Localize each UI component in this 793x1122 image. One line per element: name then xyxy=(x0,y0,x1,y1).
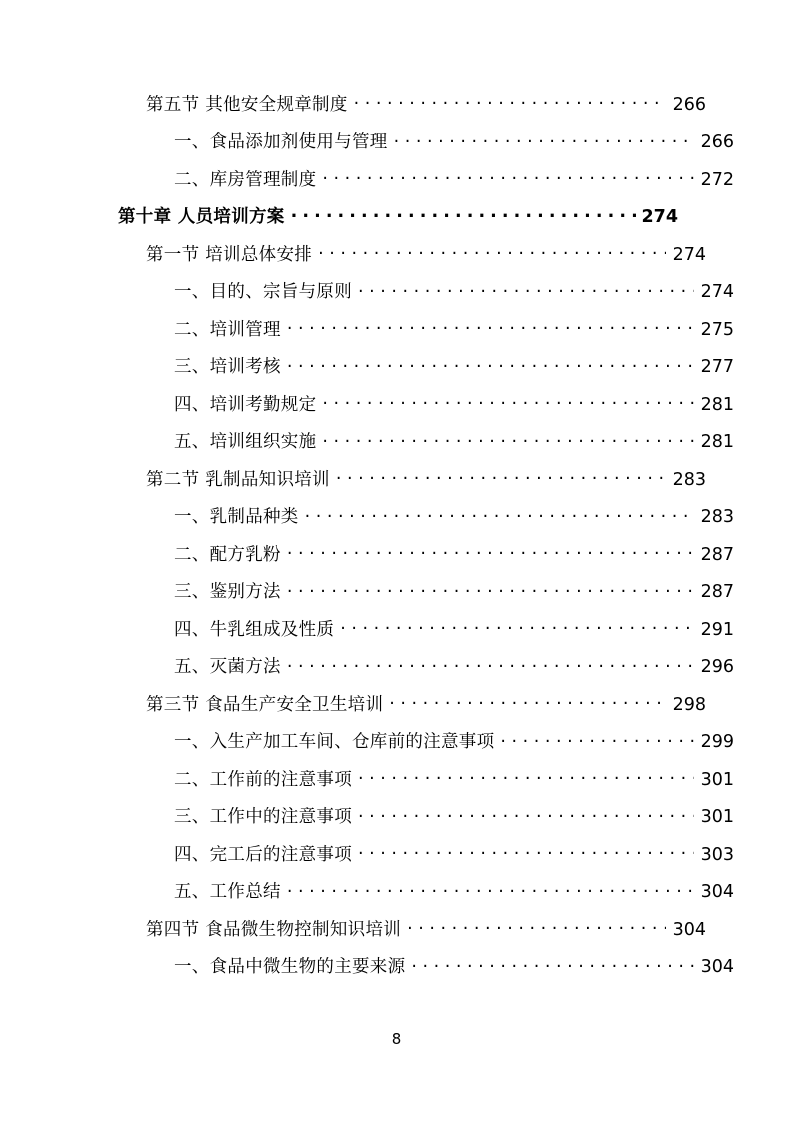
toc-entry[interactable] xyxy=(174,130,734,152)
toc-entry-page-number: 281 xyxy=(700,432,734,452)
toc-entry[interactable] xyxy=(174,430,734,452)
toc-entry[interactable] xyxy=(174,392,734,414)
toc-entry-label: 一、入生产加工车间、仓库前的注意事项 xyxy=(174,732,495,752)
toc-entry-label: 三、培训考核 xyxy=(174,357,281,377)
toc-entry-page-number: 291 xyxy=(700,619,734,640)
toc-leader-dots xyxy=(411,955,694,973)
toc-entry-page-number: 275 xyxy=(700,319,734,340)
toc-entry-label: 二、培训管理 xyxy=(174,319,281,340)
toc-leader-dots xyxy=(287,542,694,560)
toc-entry[interactable] xyxy=(174,317,734,339)
table-of-contents xyxy=(118,92,734,992)
toc-leader-dots xyxy=(358,805,694,823)
page-number: 8 xyxy=(391,1030,402,1048)
toc-entry[interactable] xyxy=(174,542,734,564)
toc-entry-label: 四、牛乳组成及性质 xyxy=(174,619,335,640)
toc-entry[interactable] xyxy=(174,955,734,977)
toc-entry-page-number: 304 xyxy=(672,919,706,940)
toc-entry-page-number: 304 xyxy=(700,882,734,902)
toc-entry-label: 一、食品添加剂使用与管理 xyxy=(174,132,388,152)
toc-leader-dots xyxy=(322,430,694,448)
toc-leader-dots xyxy=(336,467,666,485)
toc-entry[interactable] xyxy=(174,355,734,377)
toc-leader-dots xyxy=(287,580,694,598)
toc-leader-dots xyxy=(394,130,694,148)
toc-entry[interactable] xyxy=(146,467,706,489)
toc-entry-page-number: 299 xyxy=(700,732,734,752)
toc-entry[interactable] xyxy=(146,242,706,264)
toc-entry-label: 一、食品中微生物的主要来源 xyxy=(174,957,406,977)
toc-entry[interactable] xyxy=(174,767,734,789)
toc-entry-page-number: 287 xyxy=(700,544,734,565)
toc-leader-dots xyxy=(287,880,694,898)
toc-leader-dots xyxy=(389,692,666,710)
toc-entry-page-number: 272 xyxy=(700,169,734,190)
toc-entry-page-number: 301 xyxy=(700,769,734,790)
toc-leader-dots xyxy=(340,617,694,635)
toc-entry[interactable] xyxy=(174,655,734,677)
toc-leader-dots xyxy=(500,730,694,748)
toc-entry-page-number: 281 xyxy=(700,394,734,415)
toc-entry-page-number: 274 xyxy=(641,207,678,227)
toc-entry-label: 第十章 人员培训方案 xyxy=(118,207,285,227)
toc-leader-dots xyxy=(358,842,694,860)
toc-leader-dots xyxy=(318,242,666,260)
toc-entry-page-number: 283 xyxy=(700,507,734,527)
toc-entry-page-number: 277 xyxy=(700,357,734,377)
toc-entry[interactable] xyxy=(174,842,734,864)
toc-entry-label: 四、完工后的注意事项 xyxy=(174,844,352,865)
toc-entry-label: 三、工作中的注意事项 xyxy=(174,807,352,827)
toc-entry-label: 一、目的、宗旨与原则 xyxy=(174,282,352,302)
toc-leader-dots xyxy=(358,767,694,785)
toc-entry-label: 第三节 食品生产安全卫生培训 xyxy=(146,694,384,715)
toc-leader-dots xyxy=(354,92,666,110)
toc-leader-dots xyxy=(291,205,638,223)
toc-entry[interactable] xyxy=(174,167,734,189)
toc-entry-label: 二、库房管理制度 xyxy=(174,169,317,190)
toc-leader-dots xyxy=(407,917,666,935)
toc-entry-page-number: 287 xyxy=(700,582,734,602)
toc-entry-page-number: 283 xyxy=(672,469,706,490)
toc-leader-dots xyxy=(305,505,694,523)
toc-entry[interactable] xyxy=(174,580,734,602)
toc-entry-page-number: 298 xyxy=(672,694,706,715)
toc-entry-page-number: 274 xyxy=(672,244,706,265)
toc-entry-page-number: 301 xyxy=(700,807,734,827)
toc-entry-page-number: 303 xyxy=(700,844,734,865)
toc-entry[interactable] xyxy=(146,692,706,714)
toc-entry-label: 五、工作总结 xyxy=(174,882,281,902)
toc-entry[interactable] xyxy=(146,917,706,939)
toc-entry-label: 三、鉴别方法 xyxy=(174,582,281,602)
toc-entry-label: 五、培训组织实施 xyxy=(174,432,317,452)
toc-entry[interactable] xyxy=(174,805,734,827)
toc-entry-page-number: 266 xyxy=(700,132,734,152)
toc-leader-dots xyxy=(322,167,694,185)
toc-entry-label: 第四节 食品微生物控制知识培训 xyxy=(146,919,402,940)
toc-entry[interactable] xyxy=(174,280,734,302)
toc-leader-dots xyxy=(287,655,694,673)
toc-leader-dots xyxy=(287,317,694,335)
toc-entry[interactable] xyxy=(146,92,706,114)
toc-entry-label: 二、配方乳粉 xyxy=(174,544,281,565)
toc-entry[interactable] xyxy=(174,617,734,639)
toc-entry[interactable] xyxy=(174,505,734,527)
toc-entry-label: 四、培训考勤规定 xyxy=(174,394,317,415)
toc-entry-label: 五、灭菌方法 xyxy=(174,657,281,677)
toc-entry[interactable] xyxy=(174,730,734,752)
toc-entry-page-number: 266 xyxy=(672,94,706,115)
toc-entry-label: 第一节 培训总体安排 xyxy=(146,244,313,265)
toc-entry-label: 一、乳制品种类 xyxy=(174,507,299,527)
toc-entry-page-number: 304 xyxy=(700,957,734,977)
toc-leader-dots xyxy=(358,280,694,298)
toc-entry-label: 第五节 其他安全规章制度 xyxy=(146,94,348,115)
toc-leader-dots xyxy=(287,355,694,373)
toc-entry[interactable] xyxy=(118,205,678,227)
toc-entry-page-number: 274 xyxy=(700,282,734,302)
toc-entry-page-number: 296 xyxy=(700,657,734,677)
toc-entry-label: 二、工作前的注意事项 xyxy=(174,769,352,790)
toc-entry[interactable] xyxy=(174,880,734,902)
toc-leader-dots xyxy=(322,392,694,410)
toc-entry-label: 第二节 乳制品知识培训 xyxy=(146,469,330,490)
